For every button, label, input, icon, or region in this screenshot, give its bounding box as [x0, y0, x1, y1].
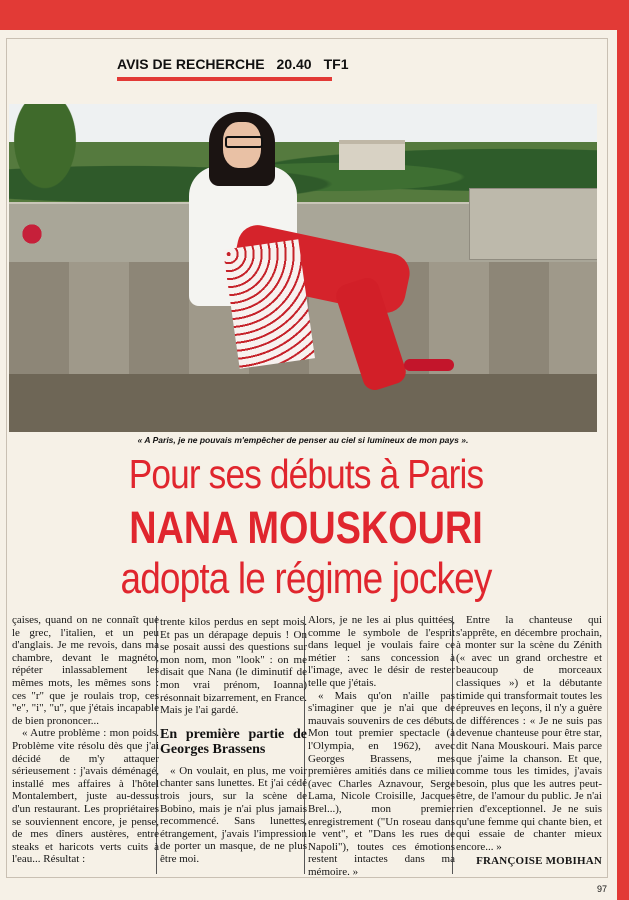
rubric-underline — [117, 77, 332, 81]
headline-line-3: adopta le régime jockey — [120, 554, 492, 603]
paragraph: çaises, quand on ne connaît que le grec, l'italien, et un peu d'anglais. Je me revois, dans ma chambre, devant le magnéto, répéter inlassablement les mêmes mots, les mêmes sons : ces "r" que je roulais trop, ces "e", "i", "u", que j'étais incapable de bien prononcer... — [12, 614, 159, 727]
paragraph: trente kilos perdus en sept mois. Et pas un dérapage depuis ! On se posait aussi des questions sur mon nom, mon "look" : on me disait que Nana (le diminutif de mon vrai prénom, Ioanna) résonnait bizarrement, en France. Mais je l'ai gardé. — [160, 616, 307, 717]
paragraph: « Mais qu'on n'aille pas s'imaginer que je n'ai que de mauvais souvenirs de ces débuts. Mon tout premier spectacle (à l'Olympia, en 1962), avec Georges Brassens, mes premières amitiés dans ce milieu (avec Charles Aznavour, Serge Lama, Nicole Croisille, Jacques Brel...), mon premier enregistrement ("Un roseau dans le vent", et "Dans les rues de Napoli"), toutes ces émotions restent intactes dans ma mémoire. » — [308, 689, 455, 878]
article-column-1 — [12, 614, 159, 866]
headline-line-1: Pour ses débuts à Paris — [128, 451, 484, 497]
top-color-band — [0, 0, 629, 30]
article-subhead: En première partie de Georges Brassens — [160, 726, 307, 757]
program-time: 20.40 — [276, 56, 312, 72]
photo-foliage — [9, 104, 99, 224]
photo-red-shoe — [404, 359, 454, 371]
glasses-icon — [225, 136, 263, 148]
photo-flowers — [19, 214, 45, 254]
paragraph: Entre la chanteuse qui s'apprête, en décembre prochain, à monter sur la scène du Zénith (« avec un grand orchestre et beaucoup de morceaux classiques ») et la débutante timide qui transformait toutes les épreuves en leçons, il n'y a guère de différences : « Je ne suis pas devenue chanteuse pour être star, dit Nana Mouskouri. Mais parce que j'aime la chanson. Et que, comme tous les timides, j'avais besoin, plus que les autres peut-être, de l'amour du public. Je n'ai rien d'exceptionnel. Je ne suis qu'une femme qui chante bien, et qui essaie de chanter mieux encore... » — [456, 614, 602, 853]
author-byline: FRANÇOISE MOBIHAN — [476, 855, 602, 868]
paragraph: « Autre problème : mon poids. Problème vite résolu dès que j'ai décidé de m'y attaquer sérieusement : j'avais déménagé, installé mes affaires à l'hôtel Montalembert, juste au-dessus d'un restaurant. Les propriétaires se souviennent encore, je pense, de mes dîners austères, entre steaks et haricots verts cuits à l'eau... Résultat : — [12, 727, 159, 866]
program-channel: TF1 — [323, 56, 349, 72]
page-number: 97 — [596, 884, 607, 894]
right-color-band — [617, 0, 629, 900]
photo-temple — [339, 140, 405, 170]
photo-ground — [9, 374, 597, 432]
article-photo — [9, 104, 597, 432]
article-column-2 — [160, 616, 307, 866]
program-name: AVIS DE RECHERCHE — [117, 56, 265, 72]
headline-line-2: NANA MOUSKOURI — [129, 502, 483, 553]
program-rubric — [117, 56, 349, 72]
photo-caption: « A Paris, je ne pouvais m'empêcher de penser au ciel si lumineux de mon pays ». — [137, 435, 469, 445]
article-column-4 — [456, 614, 602, 868]
paragraph: Alors, je ne les ai plus quittées, comme le symbole de l'esprit dans lequel je voulais faire ce métier : sans concession à l'image, avec le désir de rester telle que j'étais. — [308, 614, 455, 689]
article-column-3 — [308, 614, 455, 878]
photo-stone-slab — [469, 188, 597, 260]
paragraph: « On voulait, en plus, me voir chanter sans lunettes. Et j'ai cédé trois jours, sur la scène de Bobino, mais je n'ai plus jamais recommencé. Sans lunettes, étrangement, j'avais l'impression de porter un masque, de ne plus être moi. — [160, 764, 307, 865]
